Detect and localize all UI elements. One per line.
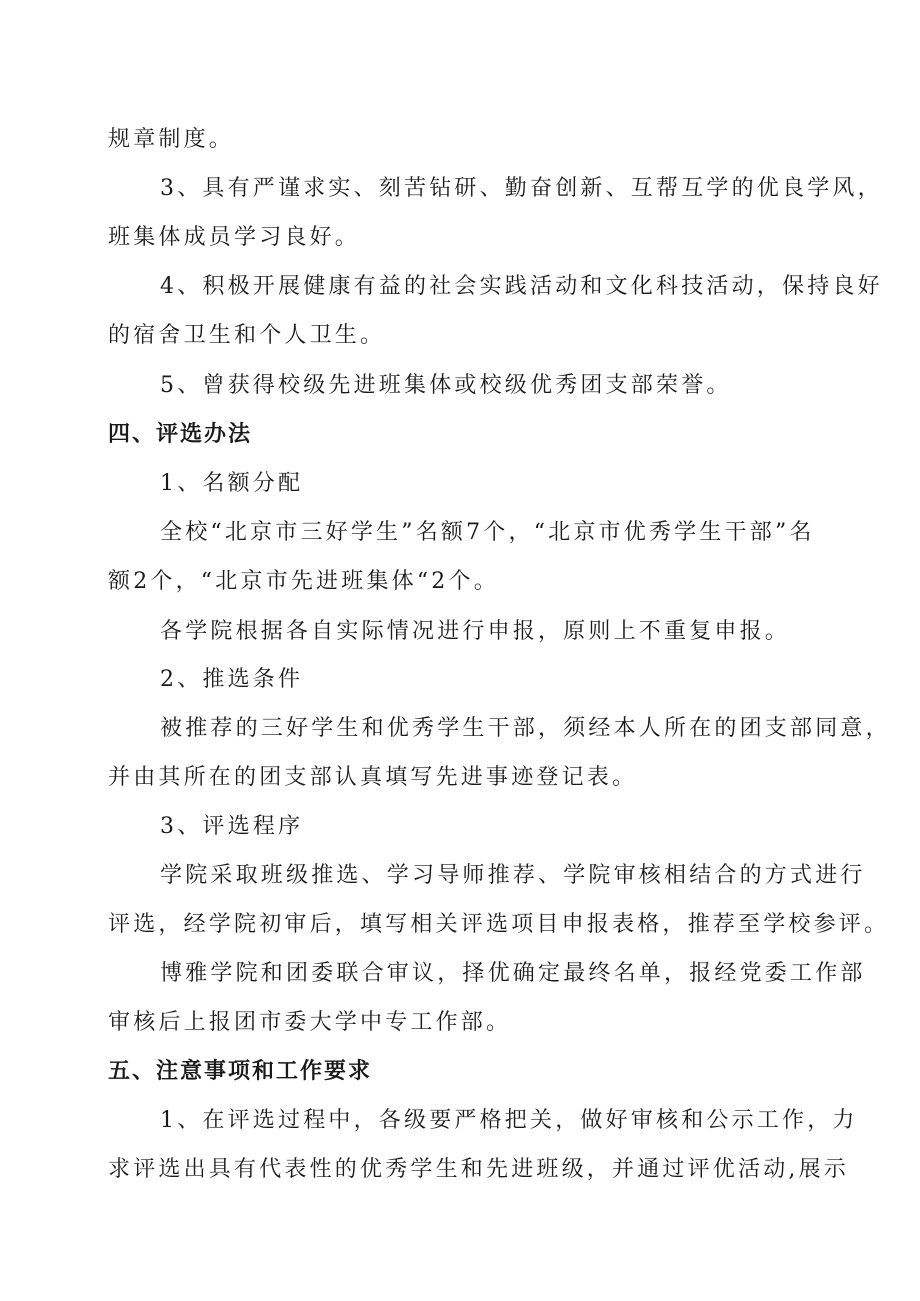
text-line: 评选，经学院初审后，填写相关评选项目申报表格，推荐至学校参评。	[108, 912, 890, 937]
text-line: 学院采取班级推选、学习导师推荐、学院审核相结合的方式进行	[160, 863, 866, 888]
text-line: 班集体成员学习良好。	[108, 225, 361, 250]
text-line: 5、曾获得校级先进班集体或校级优秀团支部荣誉。	[160, 373, 732, 398]
subheading: 3、评选程序	[160, 814, 304, 839]
text-line: 各学院根据各自实际情况进行申报，原则上不重复申报。	[160, 619, 791, 644]
text-line: 求评选出具有代表性的优秀学生和先进班级，并通过评优活动,展示	[108, 1157, 849, 1182]
text-line: 博雅学院和团委联合审议，择优确定最终名单，报经党委工作部	[160, 961, 866, 986]
section-heading: 四、评选办法	[108, 422, 253, 447]
text-line: 并由其所在的团支部认真填写先进事迹登记表。	[108, 765, 638, 790]
section-heading: 五、注意事项和工作要求	[108, 1059, 373, 1084]
text-line: 4、积极开展健康有益的社会实践活动和文化科技活动，保持良好	[160, 274, 883, 299]
text-line: 1、在评选过程中，各级要严格把关，做好审核和公示工作，力	[160, 1108, 858, 1133]
subheading: 1、名额分配	[160, 471, 304, 496]
text-line: 额2个，“北京市先进班集体“2个。	[108, 569, 499, 594]
text-line: 规章制度。	[108, 127, 235, 152]
text-line: 的宿舍卫生和个人卫生。	[108, 323, 386, 348]
text-line: 被推荐的三好学生和优秀学生干部，须经本人所在的团支部同意，	[160, 716, 891, 741]
subheading: 2、推选条件	[160, 667, 304, 692]
text-line: 全校“北京市三好学生”名额7个，“北京市优秀学生干部”名	[160, 520, 815, 545]
text-line: 3、具有严谨求实、刻苦钻研、勤奋创新、互帮互学的优良学风，	[160, 176, 883, 201]
text-line: 审核后上报团市委大学中专工作部。	[108, 1010, 512, 1035]
